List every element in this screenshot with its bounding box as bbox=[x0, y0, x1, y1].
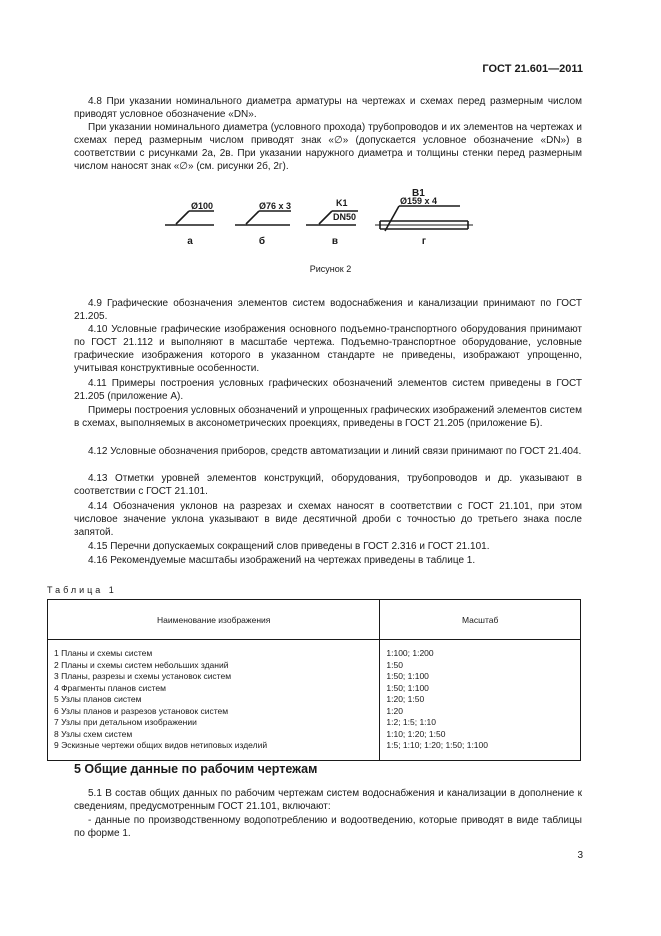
document-header: ГОСТ 21.601—2011 bbox=[482, 63, 583, 75]
figure-letter-v: в bbox=[331, 236, 339, 247]
paragraph-4-14: 4.14 Обозначения уклонов на разрезах и схемах наносят в соответствии с ГОСТ 21.101, при этом числовое значение уклона указывают в виде десятичной дроби с точностью до третьего знака после запятой. bbox=[74, 501, 582, 538]
table-cell-scale: 1:10; 1:20; 1:50 bbox=[380, 729, 581, 741]
paragraph-4-13: 4.13 Отметки уровней элементов конструкций, оборудования, трубопроводов и др. указывают в соответствии с ГОСТ 21.101. bbox=[74, 473, 582, 497]
table-cell-name: 8 Узлы схем систем bbox=[48, 729, 380, 741]
section-title: 5 Общие данные по рабочим чертежам bbox=[74, 762, 318, 776]
table-cell-scale: 1:50; 1:100 bbox=[380, 683, 581, 695]
table-cell-scale: 1:100; 1:200 bbox=[380, 640, 581, 660]
table-cell-scale: 1:50; 1:100 bbox=[380, 671, 581, 683]
table-cell-name: 4 Фрагменты планов систем bbox=[48, 683, 380, 695]
figure-label-g-bottom: Ø159 x 4 bbox=[400, 196, 438, 206]
table-row bbox=[48, 683, 581, 695]
table-header-name: Наименование изображения bbox=[48, 600, 380, 640]
figure-label-v-top: K1 bbox=[336, 198, 348, 208]
table-cell-scale: 1:50 bbox=[380, 660, 581, 672]
table-cell-scale: 1:2; 1:5; 1:10 bbox=[380, 717, 581, 729]
table-row bbox=[48, 671, 581, 683]
paragraph-5-1-item: - данные по производственному водопотреблению и водоотведению, которые приводят в виде таблицы по форме 1. bbox=[74, 815, 582, 839]
page-number: 3 bbox=[577, 850, 583, 861]
figure-label-a-top: Ø100 bbox=[191, 201, 214, 211]
table-cell-scale: 1:5; 1:10; 1:20; 1:50; 1:100 bbox=[380, 740, 581, 760]
paragraph-5-1: 5.1 В состав общих данных по рабочим чертежам систем водоснабжения и канализации в дополнение к сведениям, предусмотренным ГОСТ 21.101, включают: bbox=[74, 788, 582, 812]
figure-2 bbox=[0, 185, 661, 265]
paragraph-4-15: 4.15 Перечни допускаемых сокращений слов приведены в ГОСТ 2.316 и ГОСТ 21.101. bbox=[88, 541, 490, 552]
paragraph-4-10: 4.10 Условные графические изображения основного подъемно-транспортного оборудования принимают по ГОСТ 21.112 и выполняют в масштабе чертежа. Подъемно-транспортное оборудование, условные графические изображения которого в указанном стандарте не приведены, изображают упрощенно, учитывая конструктивные особенности. bbox=[74, 324, 582, 374]
table-row bbox=[48, 694, 581, 706]
table-row bbox=[48, 717, 581, 729]
figure-2-drawing bbox=[0, 185, 661, 265]
table-row bbox=[48, 740, 581, 760]
table-row bbox=[48, 729, 581, 741]
figure-label-g-top: B1 bbox=[412, 188, 425, 199]
table-cell-scale: 1:20 bbox=[380, 706, 581, 718]
table-cell-name: 3 Планы, разрезы и схемы установок систем bbox=[48, 671, 380, 683]
table-row bbox=[48, 640, 581, 660]
table-cell-scale: 1:20; 1:50 bbox=[380, 694, 581, 706]
paragraph-4-11a: 4.11 Примеры построения условных графических обозначений элементов систем приведены в ГОСТ 21.205 (приложение А). bbox=[74, 378, 582, 402]
figure-label-v-bottom: DN50 bbox=[333, 212, 357, 222]
table-cell-name: 9 Эскизные чертежи общих видов нетиповых изделий bbox=[48, 740, 380, 760]
paragraph-4-11b: Примеры построения условных обозначений и упрощенных графических изображений элементов систем в схемах, выполняемых в аксонометрических проекциях, приведены в ГОСТ 21.205 (приложение Б). bbox=[74, 405, 582, 429]
table-header-scale: Масштаб bbox=[380, 600, 581, 640]
figure-letter-g: г bbox=[421, 236, 427, 247]
figure-label-b-top: Ø76 x 3 bbox=[259, 201, 292, 211]
table-row bbox=[48, 660, 581, 672]
table-cell-name: 5 Узлы планов систем bbox=[48, 694, 380, 706]
table-cell-name: 6 Узлы планов и разрезов установок систем bbox=[48, 706, 380, 718]
scales-table bbox=[47, 599, 581, 761]
table-caption: Таблица 1 bbox=[47, 585, 117, 595]
figure-caption: Рисунок 2 bbox=[309, 264, 352, 274]
figure-letter-a: а bbox=[187, 236, 193, 247]
table-cell-name: 7 Узлы при детальном изображении bbox=[48, 717, 380, 729]
figure-letter-b: б bbox=[258, 236, 266, 247]
paragraph-4-8a: 4.8 При указании номинального диаметра арматуры на чертежах и схемах перед размерным числом приводят условное обозначение «DN». bbox=[74, 96, 582, 120]
paragraph-4-12: 4.12 Условные обозначения приборов, средств автоматизации и линий связи принимают по ГОСТ 21.404. bbox=[88, 446, 582, 457]
paragraph-4-8b: При указании номинального диаметра (условного прохода) трубопроводов и их элементов на чертежах и схемах перед размерным числом приводят знак «∅» (допускается условное обозначение «DN») в соответствии с рисунками 2а, 2в. При указании наружного диаметра и толщины стенки перед размерным числом наносят знак «∅» (см. рисунки 2б, 2г). bbox=[74, 122, 582, 172]
table-cell-name: 1 Планы и схемы систем bbox=[48, 640, 380, 660]
paragraph-4-9: 4.9 Графические обозначения элементов систем водоснабжения и канализации принимают по ГОСТ 21.205. bbox=[74, 298, 582, 322]
table-cell-name: 2 Планы и схемы систем небольших зданий bbox=[48, 660, 380, 672]
paragraph-4-16: 4.16 Рекомендуемые масштабы изображений на чертежах приведены в таблице 1. bbox=[88, 555, 476, 566]
table-row bbox=[48, 706, 581, 718]
